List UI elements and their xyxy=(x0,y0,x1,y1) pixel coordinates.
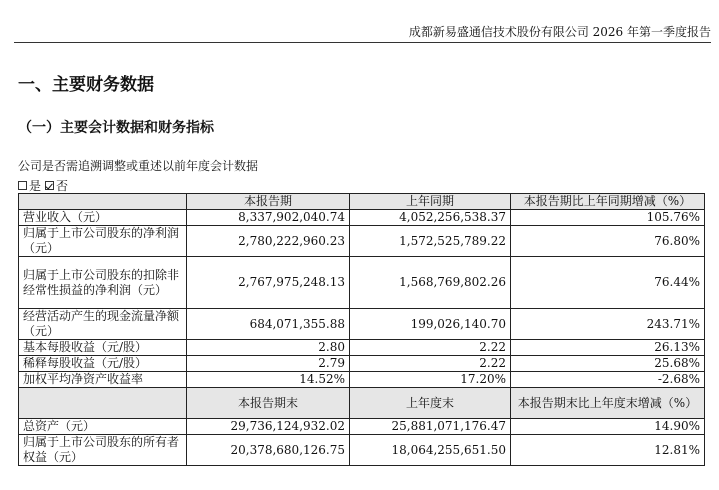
row-change: 26.13% xyxy=(511,340,705,356)
table1-header-current: 本报告期 xyxy=(187,194,350,210)
table2-header-prior: 上年度末 xyxy=(350,388,511,419)
row-change: 76.44% xyxy=(511,257,705,309)
section-subtitle: （一）主要会计数据和财务指标 xyxy=(18,120,214,136)
row-change: 76.80% xyxy=(511,226,705,257)
table1-header-row xyxy=(19,194,705,210)
row-prior: 2.22 xyxy=(350,340,511,356)
row-label: 总资产（元） xyxy=(19,419,187,435)
table-row xyxy=(19,356,705,372)
row-label: 归属于上市公司股东的扣除非经常性损益的净利润（元） xyxy=(19,257,187,309)
row-prior: 1,572,525,789.22 xyxy=(350,226,511,257)
row-current: 8,337,902,040.74 xyxy=(187,210,350,226)
table1-header-change: 本报告期比上年同期增减（%） xyxy=(511,194,705,210)
row-prior: 18,064,255,651.50 xyxy=(350,435,511,466)
row-prior: 17.20% xyxy=(350,372,511,388)
row-current: 2.80 xyxy=(187,340,350,356)
row-prior: 199,026,140.70 xyxy=(350,309,511,340)
table2-header-change: 本报告期末比上年度末增减（%） xyxy=(511,388,705,419)
report-header-title: 成都新易盛通信技术股份有限公司 2026 年第一季度报告 xyxy=(408,25,711,39)
report-header xyxy=(14,22,711,43)
checkbox-no-checked[interactable] xyxy=(45,181,54,190)
table-row xyxy=(19,372,705,388)
row-change: 12.81% xyxy=(511,435,705,466)
row-label: 稀释每股收益（元/股） xyxy=(19,356,187,372)
table-row xyxy=(19,419,705,435)
row-current: 29,736,124,932.02 xyxy=(187,419,350,435)
table2-header-blank xyxy=(19,388,187,419)
table2-header-row xyxy=(19,388,705,419)
table-row xyxy=(19,210,705,226)
row-current: 2,767,975,248.13 xyxy=(187,257,350,309)
row-prior: 2.22 xyxy=(350,356,511,372)
row-prior: 25,881,071,176.47 xyxy=(350,419,511,435)
row-label: 经营活动产生的现金流量净额（元） xyxy=(19,309,187,340)
table1-header-blank xyxy=(19,194,187,210)
section-title: 一、主要财务数据 xyxy=(18,75,154,95)
row-change: 25.68% xyxy=(511,356,705,372)
row-label: 加权平均净资产收益率 xyxy=(19,372,187,388)
table1-header-prior: 上年同期 xyxy=(350,194,511,210)
table2-header-current: 本报告期末 xyxy=(187,388,350,419)
table-row xyxy=(19,226,705,257)
row-current: 2.79 xyxy=(187,356,350,372)
table-row xyxy=(19,340,705,356)
row-prior: 1,568,769,802.26 xyxy=(350,257,511,309)
financial-data-table xyxy=(18,193,705,466)
row-label: 归属于上市公司股东的净利润（元） xyxy=(19,226,187,257)
row-change: 243.71% xyxy=(511,309,705,340)
table-row xyxy=(19,309,705,340)
restatement-question: 公司是否需追溯调整或重述以前年度会计数据 xyxy=(18,159,259,173)
restatement-options xyxy=(18,177,72,194)
row-label: 营业收入（元） xyxy=(19,210,187,226)
row-change: -2.68% xyxy=(511,372,705,388)
row-label: 归属于上市公司股东的所有者权益（元） xyxy=(19,435,187,466)
row-current: 684,071,355.88 xyxy=(187,309,350,340)
table-row xyxy=(19,435,705,466)
row-current: 20,378,680,126.75 xyxy=(187,435,350,466)
row-current: 14.52% xyxy=(187,372,350,388)
row-label: 基本每股收益（元/股） xyxy=(19,340,187,356)
table-row xyxy=(19,257,705,309)
option-yes-label: 是 xyxy=(29,179,42,193)
row-change: 14.90% xyxy=(511,419,705,435)
row-current: 2,780,222,960.23 xyxy=(187,226,350,257)
row-prior: 4,052,256,538.37 xyxy=(350,210,511,226)
checkbox-yes[interactable] xyxy=(18,181,27,190)
row-change: 105.76% xyxy=(511,210,705,226)
option-no-label: 否 xyxy=(56,179,69,193)
